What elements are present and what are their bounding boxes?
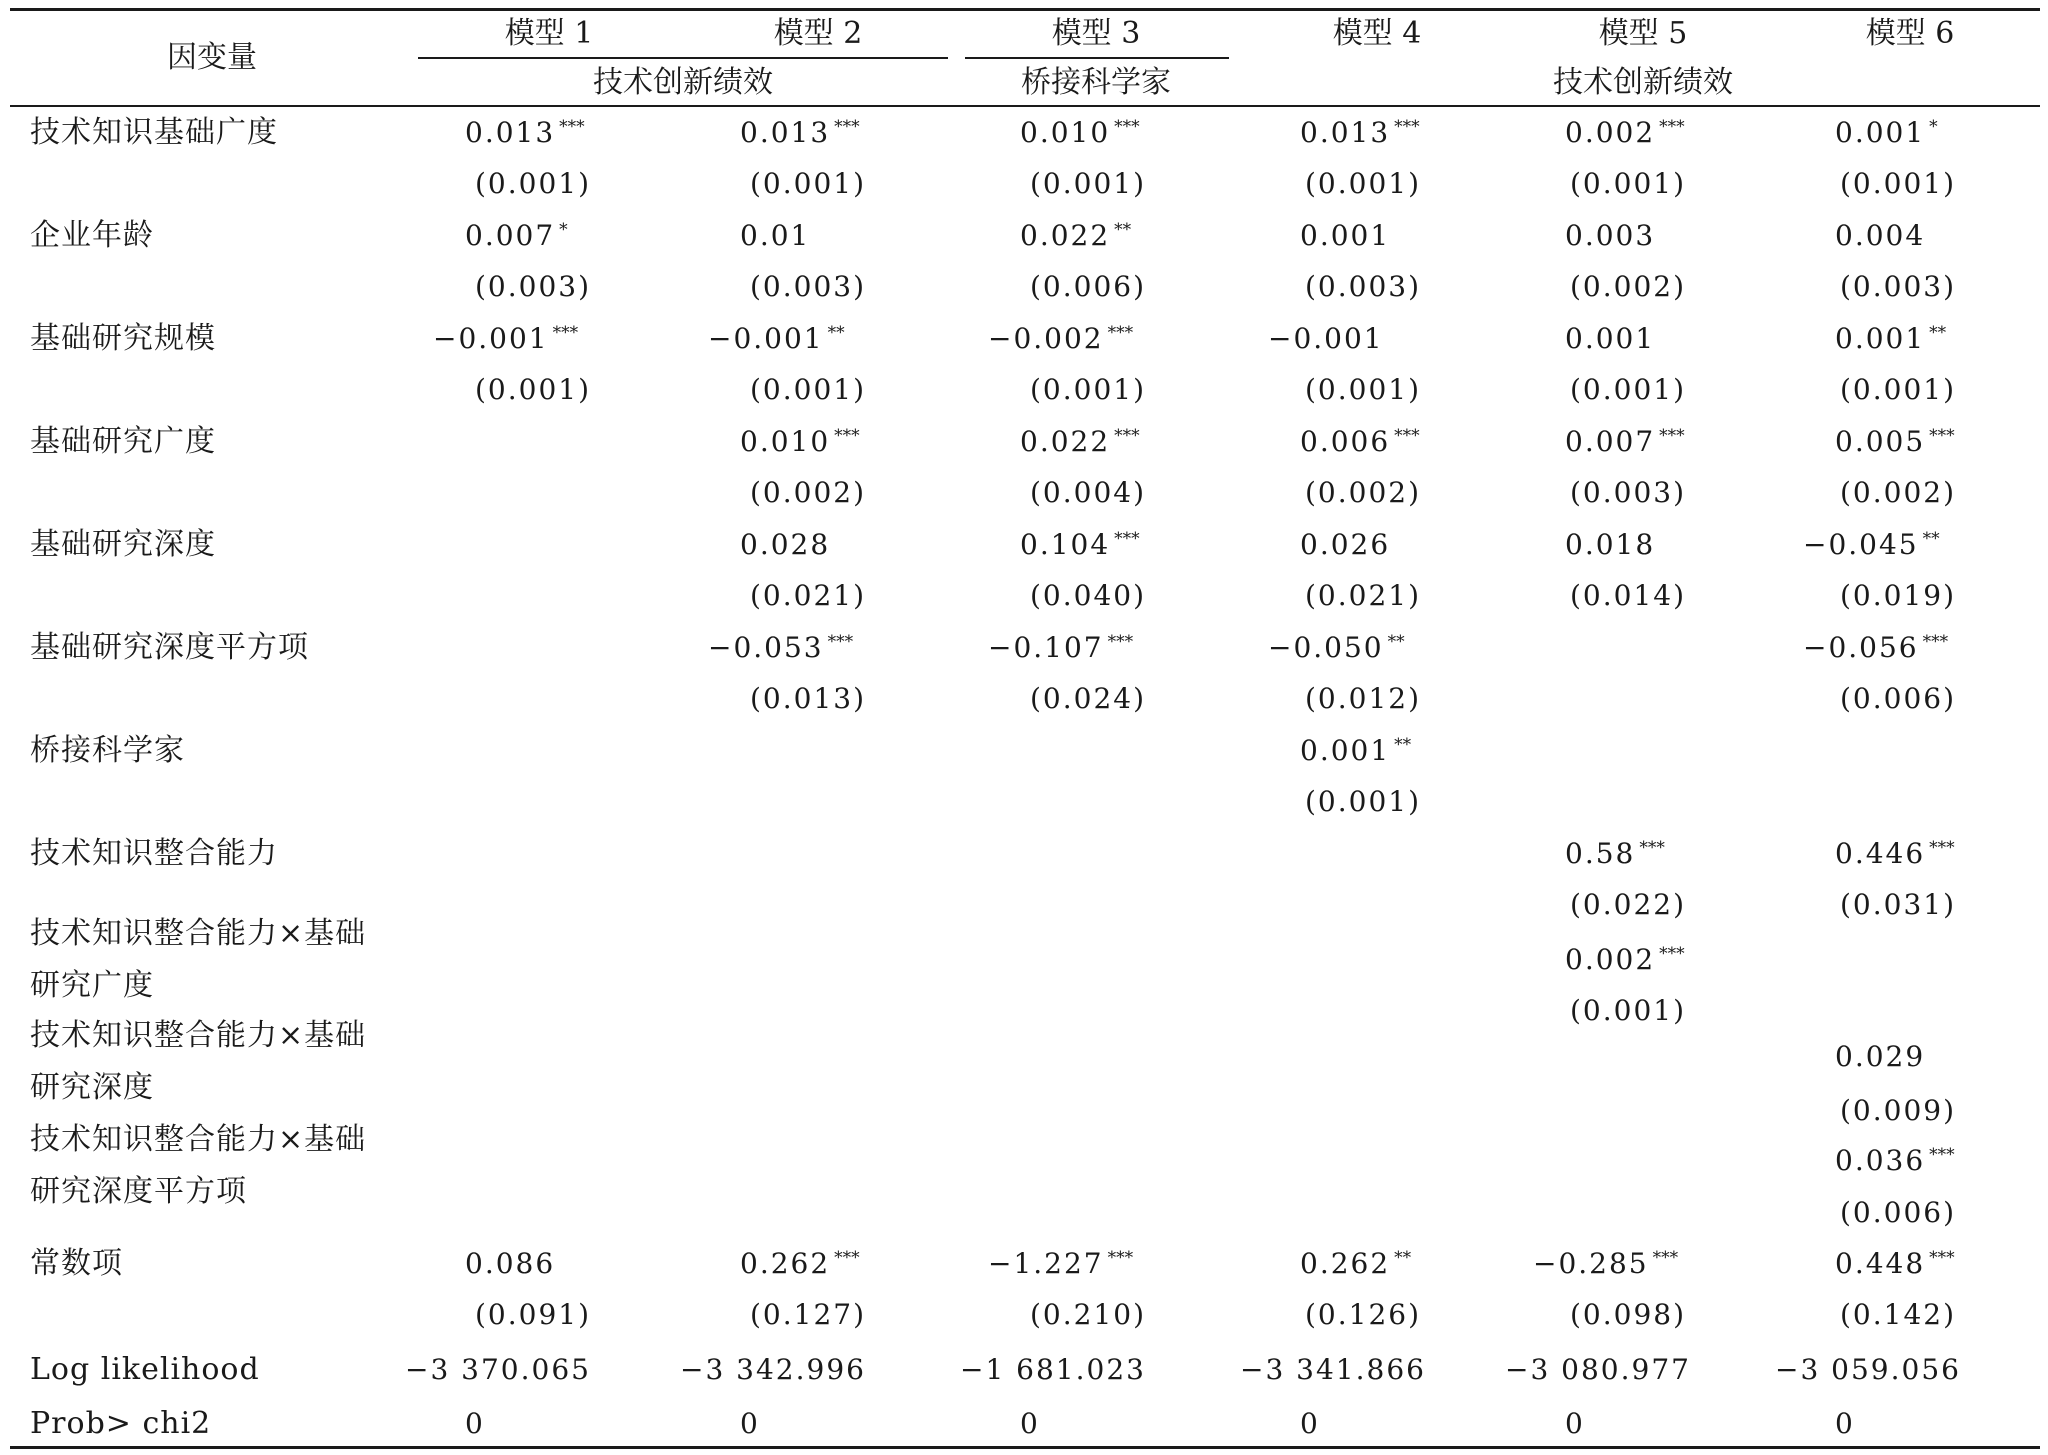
coefficient-cell — [465, 216, 568, 256]
coefficient-value: 0.010 — [740, 425, 831, 458]
standard-error-cell: (0.019) — [1840, 579, 1957, 612]
row-label: 技术知识整合能力×基础 — [30, 916, 367, 951]
standard-error-cell: (0.001) — [1305, 785, 1422, 818]
significance-stars: ** — [1922, 529, 1940, 549]
coefficient-cell — [1240, 1350, 1426, 1390]
coefficient-cell — [740, 113, 860, 153]
coefficient-cell — [1533, 1244, 1678, 1284]
standard-error-cell: (0.006) — [1840, 1196, 1957, 1229]
coefficient-cell — [1835, 319, 1946, 359]
coefficient-value: 0.001 — [1300, 734, 1391, 767]
coefficient-cell — [1505, 1350, 1691, 1390]
coefficient-value: 0.01 — [740, 219, 811, 252]
row-label: 基础研究规模 — [30, 321, 216, 356]
coefficient-value: −3 370.065 — [405, 1353, 591, 1386]
significance-stars: *** — [1639, 838, 1665, 858]
significance-stars: *** — [1107, 632, 1134, 652]
significance-stars: *** — [1929, 1145, 1955, 1165]
row-label: 技术知识基础广度 — [30, 115, 278, 150]
coefficient-cell — [1835, 1037, 1925, 1077]
significance-stars: ** — [1387, 632, 1405, 652]
coefficient-cell — [740, 422, 860, 462]
standard-error-cell: (0.001) — [1840, 167, 1957, 200]
coefficient-cell — [1565, 834, 1665, 874]
coefficient-cell — [1300, 1244, 1411, 1284]
coefficient-cell — [988, 319, 1133, 359]
significance-stars: *** — [1929, 426, 1955, 446]
coefficient-value: −3 080.977 — [1505, 1353, 1691, 1386]
standard-error-cell: (0.006) — [1840, 682, 1957, 715]
significance-stars: ** — [1929, 323, 1947, 343]
standard-error-cell: (0.001) — [1570, 994, 1687, 1027]
coefficient-cell — [1835, 216, 1925, 256]
coefficient-value: −0.050 — [1268, 631, 1384, 664]
standard-error-cell: (0.001) — [1570, 167, 1687, 200]
coefficient-cell — [1565, 940, 1685, 980]
coefficient-cell — [1020, 113, 1140, 153]
coefficient-value: 0 — [740, 1407, 760, 1440]
significance-stars: *** — [834, 1248, 860, 1268]
coefficient-value: −0.002 — [988, 322, 1104, 355]
coefficient-value: 0 — [1020, 1407, 1040, 1440]
coefficient-value: 0.001 — [1835, 322, 1926, 355]
significance-stars: *** — [834, 426, 860, 446]
standard-error-cell: (0.001) — [750, 167, 867, 200]
coefficient-cell — [1300, 1404, 1320, 1444]
significance-stars: *** — [559, 117, 585, 137]
coefficient-value: −3 341.866 — [1240, 1353, 1426, 1386]
coefficient-value: −0.056 — [1803, 631, 1919, 664]
coefficient-value: 0.013 — [1300, 116, 1391, 149]
standard-error-cell: (0.001) — [1305, 167, 1422, 200]
coefficient-value: 0.001 — [1300, 219, 1391, 252]
coefficient-cell — [1835, 113, 1938, 153]
standard-error-cell: (0.021) — [750, 579, 867, 612]
significance-stars: *** — [1929, 838, 1955, 858]
coefficient-cell — [1565, 1404, 1585, 1444]
significance-stars: ** — [1394, 735, 1412, 755]
coefficient-cell — [1565, 525, 1655, 565]
significance-stars: *** — [1929, 1248, 1955, 1268]
standard-error-cell: (0.002) — [1305, 476, 1422, 509]
significance-stars: ** — [1394, 1248, 1412, 1268]
coefficient-cell — [1803, 628, 1948, 668]
coefficient-cell — [1565, 113, 1685, 153]
row-label: 研究深度 — [30, 1070, 154, 1105]
header-rule — [10, 105, 2040, 107]
standard-error-cell: (0.003) — [1570, 476, 1687, 509]
group-header-innovation-2: 技术创新绩效 — [1553, 65, 1733, 100]
coefficient-value: 0.013 — [740, 116, 831, 149]
coefficient-value: 0.262 — [740, 1247, 831, 1280]
standard-error-cell: (0.091) — [475, 1298, 592, 1331]
row-label: 基础研究广度 — [30, 424, 216, 459]
coefficient-cell — [1020, 422, 1140, 462]
standard-error-cell: (0.003) — [1840, 270, 1957, 303]
coefficient-value: 0.262 — [1300, 1247, 1391, 1280]
coefficient-cell — [1300, 216, 1390, 256]
standard-error-cell: (0.001) — [750, 373, 867, 406]
coefficient-value: 0.104 — [1020, 528, 1111, 561]
bottom-rule — [10, 1446, 2040, 1449]
model-6-header: 模型 6 — [1865, 16, 1955, 51]
coefficient-cell — [1835, 1141, 1955, 1181]
coefficient-cell — [1268, 628, 1405, 668]
significance-stars: *** — [552, 323, 579, 343]
coefficient-cell — [1020, 525, 1140, 565]
group-header-bridging-scientist: 桥接科学家 — [1021, 65, 1171, 100]
coefficient-value: 0.010 — [1020, 116, 1111, 149]
coefficient-cell — [740, 1404, 760, 1444]
standard-error-cell: (0.001) — [1840, 373, 1957, 406]
coefficient-cell — [1835, 1404, 1855, 1444]
group-rule-1 — [418, 57, 948, 59]
significance-stars: *** — [1107, 1248, 1134, 1268]
coefficient-value: −3 342.996 — [680, 1353, 866, 1386]
standard-error-cell: (0.002) — [1570, 270, 1687, 303]
row-label: 技术知识整合能力×基础 — [30, 1018, 367, 1053]
significance-stars: * — [559, 220, 568, 240]
standard-error-cell: (0.004) — [1030, 476, 1147, 509]
significance-stars: *** — [1107, 323, 1134, 343]
coefficient-value: 0.022 — [1020, 219, 1111, 252]
row-label: 研究深度平方项 — [30, 1174, 247, 1209]
coefficient-cell — [1775, 1350, 1961, 1390]
model-3-header: 模型 3 — [1051, 16, 1141, 51]
coefficient-value: 0.007 — [1565, 425, 1656, 458]
top-rule — [10, 8, 2040, 11]
coefficient-value: 0.022 — [1020, 425, 1111, 458]
coefficient-value: 0.005 — [1835, 425, 1926, 458]
standard-error-cell: (0.002) — [750, 476, 867, 509]
coefficient-cell — [1300, 422, 1420, 462]
coefficient-value: 0.001 — [1565, 322, 1656, 355]
coefficient-value: 0.002 — [1565, 116, 1656, 149]
coefficient-cell — [1565, 319, 1655, 359]
coefficient-value: 0.007 — [465, 219, 556, 252]
standard-error-cell: (0.003) — [750, 270, 867, 303]
coefficient-value: 0.003 — [1565, 219, 1656, 252]
significance-stars: *** — [1659, 117, 1685, 137]
group-rule-2 — [965, 57, 1229, 59]
significance-stars: *** — [1652, 1248, 1679, 1268]
row-label: 基础研究深度 — [30, 527, 216, 562]
significance-stars: *** — [1659, 426, 1685, 446]
coefficient-value: −0.001 — [708, 322, 824, 355]
coefficient-cell — [1020, 1404, 1040, 1444]
significance-stars: *** — [1114, 117, 1140, 137]
dependent-variable-header: 因变量 — [167, 40, 257, 75]
significance-stars: * — [1929, 117, 1938, 137]
standard-error-cell: (0.006) — [1030, 270, 1147, 303]
row-label: 技术知识整合能力×基础 — [30, 1122, 367, 1157]
standard-error-cell: (0.142) — [1840, 1298, 1957, 1331]
coefficient-value: 0.446 — [1835, 837, 1926, 870]
significance-stars: *** — [1659, 944, 1685, 964]
coefficient-value: 0 — [1565, 1407, 1585, 1440]
coefficient-cell — [988, 1244, 1133, 1284]
coefficient-cell — [1300, 731, 1411, 771]
standard-error-cell: (0.098) — [1570, 1298, 1687, 1331]
coefficient-cell — [1835, 422, 1955, 462]
coefficient-value: 0.448 — [1835, 1247, 1926, 1280]
coefficient-value: −1.227 — [988, 1247, 1104, 1280]
row-label: 桥接科学家 — [30, 733, 185, 768]
row-label: 企业年龄 — [30, 218, 154, 253]
row-label: 基础研究深度平方项 — [30, 630, 309, 665]
model-5-header: 模型 5 — [1598, 16, 1688, 51]
coefficient-value: 0.002 — [1565, 943, 1656, 976]
significance-stars: *** — [1394, 117, 1420, 137]
coefficient-cell — [433, 319, 578, 359]
standard-error-cell: (0.126) — [1305, 1298, 1422, 1331]
standard-error-cell: (0.021) — [1305, 579, 1422, 612]
standard-error-cell: (0.009) — [1840, 1094, 1957, 1127]
standard-error-cell: (0.001) — [1030, 167, 1147, 200]
coefficient-value: 0.013 — [465, 116, 556, 149]
coefficient-cell — [708, 628, 853, 668]
standard-error-cell: (0.012) — [1305, 682, 1422, 715]
coefficient-value: −0.107 — [988, 631, 1104, 664]
coefficient-cell — [465, 113, 585, 153]
coefficient-value: 0.029 — [1835, 1040, 1926, 1073]
coefficient-value: 0.018 — [1565, 528, 1656, 561]
standard-error-cell: (0.003) — [475, 270, 592, 303]
coefficient-cell — [1268, 319, 1384, 359]
coefficient-cell — [1300, 113, 1420, 153]
coefficient-cell — [740, 1244, 860, 1284]
coefficient-cell — [405, 1350, 591, 1390]
model-4-header: 模型 4 — [1332, 16, 1422, 51]
row-label: 常数项 — [30, 1246, 123, 1281]
standard-error-cell: (0.003) — [1305, 270, 1422, 303]
coefficient-value: 0.001 — [1835, 116, 1926, 149]
significance-stars: *** — [1394, 426, 1420, 446]
standard-error-cell: (0.022) — [1570, 888, 1687, 921]
coefficient-value: 0.006 — [1300, 425, 1391, 458]
coefficient-value: −0.001 — [1268, 322, 1384, 355]
standard-error-cell: (0.040) — [1030, 579, 1147, 612]
coefficient-value: 0.028 — [740, 528, 831, 561]
standard-error-cell: (0.210) — [1030, 1298, 1147, 1331]
standard-error-cell: (0.031) — [1840, 888, 1957, 921]
significance-stars: *** — [834, 117, 860, 137]
coefficient-cell — [988, 628, 1133, 668]
standard-error-cell: (0.013) — [750, 682, 867, 715]
coefficient-cell — [708, 319, 845, 359]
significance-stars: *** — [1922, 632, 1949, 652]
coefficient-cell — [1835, 834, 1955, 874]
coefficient-value: 0.086 — [465, 1247, 556, 1280]
coefficient-cell — [465, 1404, 485, 1444]
standard-error-cell: (0.014) — [1570, 579, 1687, 612]
coefficient-cell — [740, 216, 810, 256]
coefficient-value: −0.045 — [1803, 528, 1919, 561]
coefficient-cell — [1300, 525, 1390, 565]
standard-error-cell: (0.002) — [1840, 476, 1957, 509]
coefficient-value: 0 — [1300, 1407, 1320, 1440]
significance-stars: ** — [1114, 220, 1132, 240]
coefficient-cell — [465, 1244, 555, 1284]
group-header-innovation-1: 技术创新绩效 — [593, 65, 773, 100]
coefficient-value: −0.285 — [1533, 1247, 1649, 1280]
significance-stars: *** — [1114, 529, 1140, 549]
coefficient-value: 0 — [465, 1407, 485, 1440]
coefficient-value: −0.053 — [708, 631, 824, 664]
coefficient-cell — [1565, 422, 1685, 462]
significance-stars: *** — [1114, 426, 1140, 446]
standard-error-cell: (0.001) — [1570, 373, 1687, 406]
coefficient-cell — [680, 1350, 866, 1390]
standard-error-cell: (0.001) — [475, 167, 592, 200]
row-label: Prob> chi2 — [30, 1406, 212, 1441]
significance-stars: *** — [827, 632, 854, 652]
model-1-header: 模型 1 — [504, 16, 594, 51]
standard-error-cell: (0.001) — [1030, 373, 1147, 406]
coefficient-value: 0.004 — [1835, 219, 1926, 252]
standard-error-cell: (0.024) — [1030, 682, 1147, 715]
coefficient-value: −0.001 — [433, 322, 549, 355]
coefficient-value: −3 059.056 — [1775, 1353, 1961, 1386]
coefficient-cell — [960, 1350, 1146, 1390]
coefficient-value: 0 — [1835, 1407, 1855, 1440]
coefficient-cell — [740, 525, 830, 565]
coefficient-cell — [1020, 216, 1131, 256]
coefficient-value: 0.026 — [1300, 528, 1391, 561]
row-label: Log likelihood — [30, 1352, 260, 1387]
coefficient-cell — [1803, 525, 1940, 565]
coefficient-cell — [1565, 216, 1655, 256]
standard-error-cell: (0.127) — [750, 1298, 867, 1331]
significance-stars: ** — [827, 323, 845, 343]
coefficient-value: −1 681.023 — [960, 1353, 1146, 1386]
coefficient-cell — [1835, 1244, 1955, 1284]
coefficient-value: 0.036 — [1835, 1144, 1926, 1177]
row-label: 技术知识整合能力 — [30, 836, 278, 871]
standard-error-cell: (0.001) — [1305, 373, 1422, 406]
standard-error-cell: (0.001) — [475, 373, 592, 406]
row-label: 研究广度 — [30, 968, 154, 1003]
model-2-header: 模型 2 — [773, 16, 863, 51]
coefficient-value: 0.58 — [1565, 837, 1636, 870]
